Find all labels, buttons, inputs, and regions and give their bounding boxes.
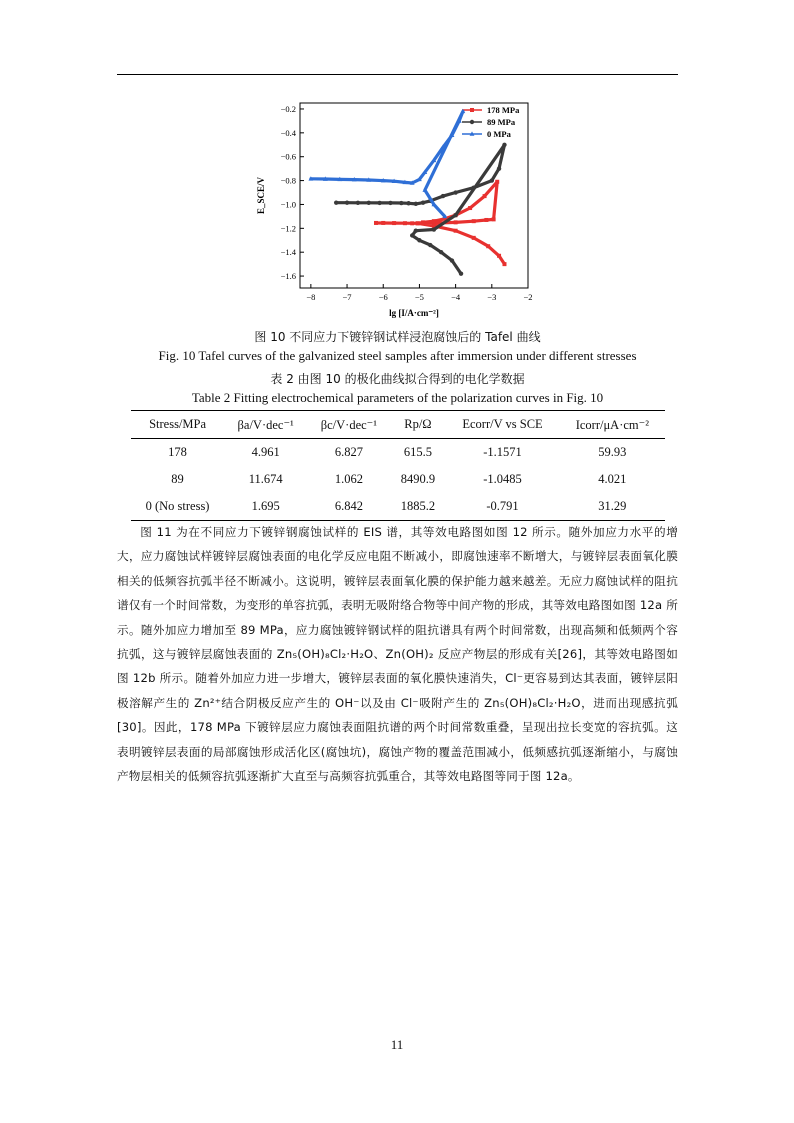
legend-label-89-mpa: 89 MPa	[487, 117, 516, 127]
y-tick-label: −0.8	[280, 175, 296, 186]
tafel-chart	[250, 95, 550, 325]
table-caption-en: Table 2 Fitting electrochemical parameters of the polarization curves in Fig. 10	[191, 390, 604, 405]
data-point-89-mpa	[497, 166, 501, 170]
data-point-89-mpa	[453, 190, 457, 194]
data-point-178-mpa	[472, 219, 476, 223]
table-row	[131, 439, 665, 467]
figure-caption-cn: 图 10 不同应力下镀锌钢试样浸泡腐蚀后的 Tafel 曲线	[254, 330, 541, 344]
data-point-178-mpa	[392, 221, 396, 225]
data-point-178-mpa	[381, 221, 385, 225]
table-cell: 6.842	[307, 493, 390, 521]
x-tick-label: −5	[414, 292, 424, 302]
table-cell: 59.93	[598, 445, 627, 459]
data-point-89-mpa	[367, 201, 371, 205]
data-point-178-mpa	[468, 206, 472, 210]
series-line-0-mpa	[311, 111, 463, 216]
data-point-89-mpa	[502, 143, 506, 147]
data-point-178-mpa	[374, 221, 378, 225]
x-tick-label: −3	[487, 292, 497, 302]
y-tick-label: −1.0	[280, 199, 296, 210]
data-point-89-mpa	[377, 201, 381, 205]
data-point-178-mpa	[454, 220, 458, 224]
data-point-178-mpa	[410, 221, 414, 225]
table-cell: -1.1571	[483, 445, 522, 459]
table-cell: -0.791	[445, 493, 559, 521]
table-cell: -1.0485	[483, 472, 522, 486]
electrochemical-params-table	[131, 410, 665, 521]
data-point-178-mpa	[495, 180, 499, 184]
legend-label-0-mpa: 0 MPa	[487, 129, 511, 139]
y-tick-label: −0.6	[280, 151, 296, 162]
y-tick-label: −1.6	[280, 271, 296, 282]
data-point-89-mpa	[417, 238, 421, 242]
tafel-figure	[250, 95, 550, 325]
data-point-178-mpa	[454, 229, 458, 233]
data-point-178-mpa	[502, 262, 506, 266]
table-cell: 6.827	[334, 445, 363, 459]
y-tick-label: −0.2	[280, 103, 296, 114]
table-caption-cn: 表 2 由图 10 的极化曲线拟合得到的电化学数据	[270, 372, 525, 386]
data-point-89-mpa	[388, 201, 392, 205]
data-point-89-mpa	[450, 258, 454, 262]
data-point-89-mpa	[432, 227, 436, 231]
data-point-89-mpa	[356, 201, 360, 205]
data-point-89-mpa	[421, 200, 425, 204]
data-point-89-mpa	[428, 243, 432, 247]
body-paragraph: 图 11 为在不同应力下镀锌钢腐蚀试样的 EIS 谱，其等效电路图如图 12 所示。随外加应力水平的增大，应力腐蚀试样镀锌层腐蚀表面的电化学反应电阻不断减小，即腐蚀速率不断增大，与镀锌层表面氧化膜相关的低频容抗弧半径不断减小。这说明，镀锌层表面氧化膜的保护能力越来越差。无应力腐蚀试样的阻抗谱仅有一个时间常数，为变形的单容抗弧，表明无吸附络合物等中间产物的形成，其等效电路图如图 12a 所示。随外加应力增加至 89 MPa，应力腐蚀镀锌钢试样的阻抗谱具有两个时间常数，出现高频和低频两个容抗弧，这与镀锌层腐蚀表面的 Zn₅(OH)₈Cl₂·H₂O、Zn(OH)₂ 反应产物层的形成有关[26]，其等效电路图如图 12b 所示。随着外加应力进一步增大，镀锌层表面的氧化膜快速消失，Cl⁻更容易到达其表面，镀锌层阳极溶解产生的 Zn²⁺结合阴极反应产生的 OH⁻以及由 Cl⁻吸附产生的 Zn₅(OH)₈Cl₂·H₂O，进而出现感抗弧[30]。因此，178 MPa 下镀锌层应力腐蚀表面阻抗谱的两个时间常数重叠，呈现出拉长变宽的容抗弧。这表明镀锌层表面的局部腐蚀形成活化区(腐蚀坑)，腐蚀产物的覆盖范围减小，低频感抗弧逐渐缩小，与腐蚀产物层相关的低频容抗弧逐渐扩大直至与高频容抗弧重合，其等效电路图等同于图 12a。	[117, 525, 678, 784]
data-point-89-mpa	[406, 201, 410, 205]
table-cell: 89	[171, 472, 184, 486]
legend-marker-178-mpa	[470, 108, 474, 112]
legend-marker-89-mpa	[470, 120, 474, 124]
table-cell: 1885.2	[390, 493, 445, 521]
data-point-89-mpa	[472, 186, 476, 190]
figure-caption-en: Fig. 10 Tafel curves of the galvanized steel samples after immersion under different stresses	[158, 348, 637, 363]
table-cell: 8490.9	[400, 472, 436, 486]
table-row	[131, 466, 665, 493]
x-axis-label: lg [I/A·cm⁻²]	[389, 308, 439, 318]
table-row	[131, 493, 665, 521]
data-point-89-mpa	[399, 201, 403, 205]
y-tick-label: −0.4	[280, 127, 296, 138]
header-rule	[117, 74, 678, 75]
data-point-89-mpa	[439, 250, 443, 254]
data-point-178-mpa	[421, 220, 425, 224]
table-cell: 31.29	[560, 493, 665, 521]
data-point-89-mpa	[414, 202, 418, 206]
x-tick-label: −2	[523, 292, 533, 302]
y-axis-label: E_SCE/V	[256, 176, 266, 215]
data-point-89-mpa	[410, 233, 414, 237]
data-point-178-mpa	[497, 254, 501, 258]
data-point-178-mpa	[492, 217, 496, 221]
page-number: 11	[390, 1037, 404, 1052]
data-point-89-mpa	[490, 178, 494, 182]
table-cell: 615.5	[403, 445, 432, 459]
table-header: Stress/MPa	[131, 411, 224, 439]
legend-label-178-mpa: 178 MPa	[487, 105, 520, 115]
data-point-178-mpa	[403, 221, 407, 225]
table-cell: 4.021	[598, 472, 627, 486]
data-point-178-mpa	[432, 219, 436, 223]
table-cell: 4.961	[251, 445, 280, 459]
data-point-178-mpa	[416, 221, 420, 225]
x-tick-label: −4	[451, 292, 461, 302]
data-point-178-mpa	[472, 236, 476, 240]
table-header: Ecorr/V vs SCE	[445, 411, 559, 439]
table-cell: 178	[168, 445, 187, 459]
table-cell: 0 (No stress)	[131, 493, 224, 521]
x-tick-label: −6	[378, 292, 388, 302]
data-point-89-mpa	[334, 200, 338, 204]
data-point-89-mpa	[453, 213, 457, 217]
y-tick-label: −1.4	[280, 247, 296, 258]
data-point-89-mpa	[414, 229, 418, 233]
table-header: βa/V·dec⁻¹	[224, 411, 307, 439]
table-cell: 11.674	[248, 472, 283, 486]
y-tick-label: −1.2	[280, 223, 296, 234]
data-point-89-mpa	[459, 271, 463, 275]
data-point-178-mpa	[486, 244, 490, 248]
series-line-89-mpa	[336, 145, 504, 274]
data-point-178-mpa	[483, 194, 487, 198]
x-tick-label: −8	[306, 292, 316, 302]
table-header: Icorr/μA·cm⁻²	[560, 411, 665, 439]
x-tick-label: −7	[342, 292, 352, 302]
table-cell: 1.695	[224, 493, 307, 521]
table-cell: 1.062	[334, 472, 363, 486]
data-point-89-mpa	[441, 194, 445, 198]
data-point-178-mpa	[484, 218, 488, 222]
data-point-89-mpa	[345, 200, 349, 204]
table-header: βc/V·dec⁻¹	[307, 411, 390, 439]
table-header: Rp/Ω	[390, 411, 445, 439]
table-header-row	[131, 411, 665, 439]
